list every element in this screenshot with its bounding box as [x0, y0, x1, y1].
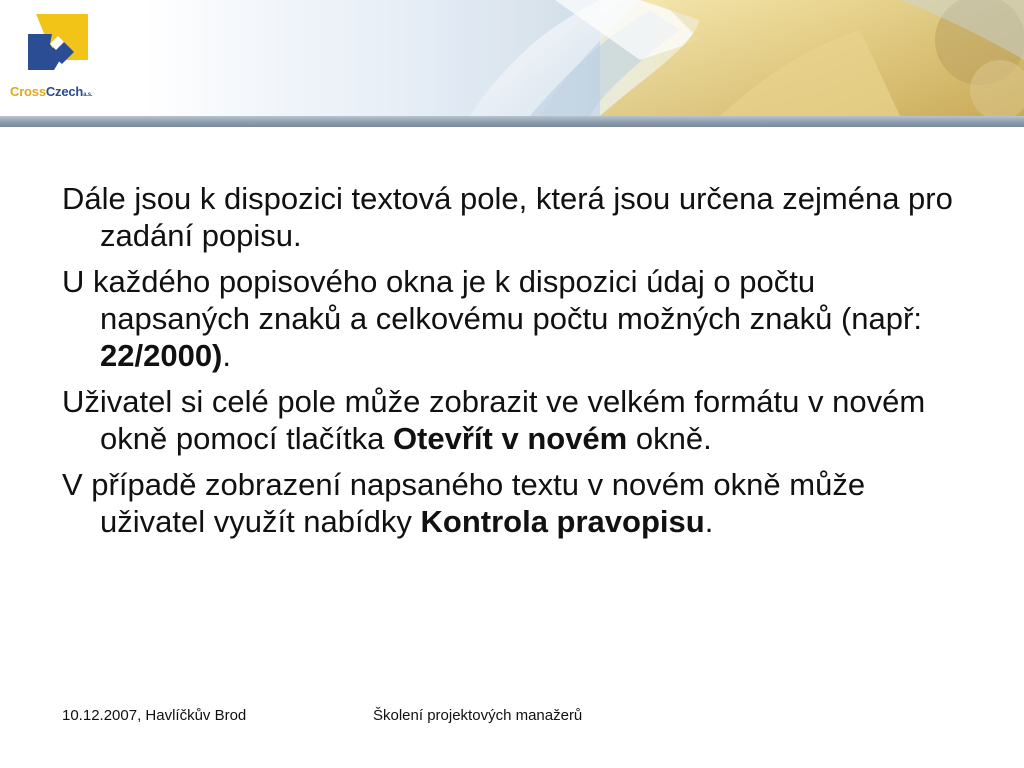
logo-text	[10, 84, 92, 99]
bullet-paragraph	[62, 466, 962, 540]
bullet-text: .	[704, 504, 714, 539]
header-divider-band	[0, 116, 1024, 127]
bullet-text: V případě zobrazení napsaného textu v novém okně může uživatel využít nabídky	[62, 467, 866, 539]
bullet-bold-text: Otevřít v novém	[392, 421, 628, 456]
bullet-paragraph	[62, 180, 962, 254]
bullet-text: Dále jsou k dispozici textová pole, která jsou určena zejména pro zadání popisu.	[62, 181, 953, 253]
bullet-text: Uživatel si celé pole může zobrazit ve velkém formátu v novém okně pomocí tlačítka	[62, 384, 926, 456]
footer-date-place: 10.12.2007, Havlíčkův Brod	[62, 707, 247, 724]
logo-text-cross: Cross	[10, 84, 46, 99]
bullet-paragraph	[62, 383, 962, 457]
header-banner	[0, 0, 1024, 116]
footer-title: Školení projektových manažerů	[373, 707, 583, 724]
bullet-text: U každého popisového okna je k dispozici údaj o počtu napsaných znaků a celkovému počtu možných znaků (např:	[62, 264, 922, 336]
logo-text-suffix: a.s.	[83, 92, 93, 98]
bullet-paragraph	[62, 263, 962, 374]
logo	[0, 0, 128, 116]
bullet-bold-text: Kontrola pravopisu	[420, 504, 705, 539]
banner-decoration	[0, 0, 1024, 116]
crossczech-logo-icon	[0, 0, 128, 84]
bullet-text: okně.	[627, 421, 712, 456]
bullet-text: .	[222, 338, 232, 373]
bullet-bold-text: 22/2000)	[100, 338, 223, 373]
slide-content	[62, 180, 962, 549]
logo-text-czech: Czech	[45, 84, 84, 99]
